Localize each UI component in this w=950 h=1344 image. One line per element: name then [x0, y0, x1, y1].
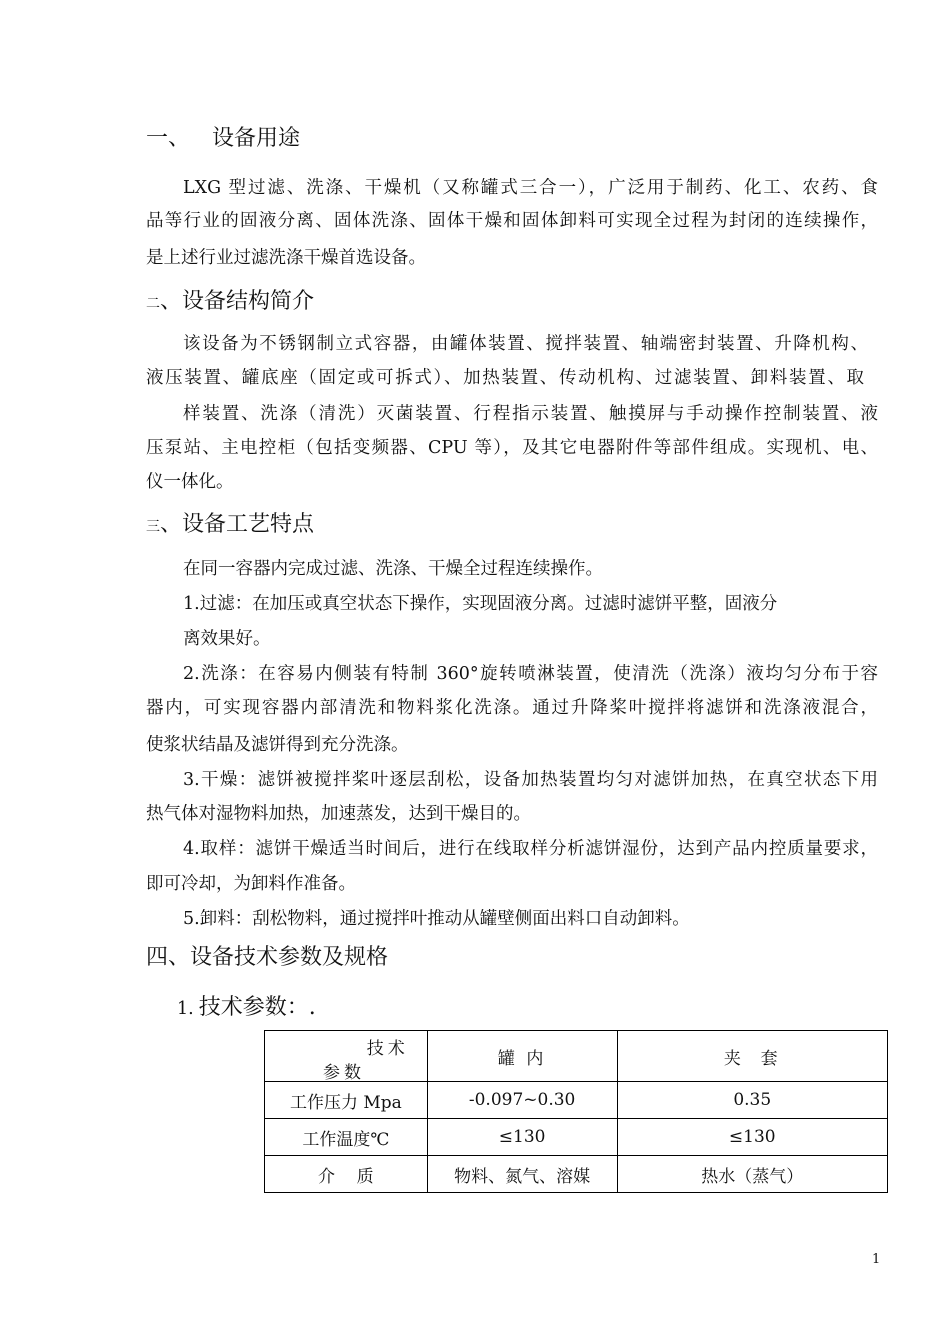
section3-line-4: 2.洗涤：在容易内侧装有特制 360°旋转喷淋装置，使清洗（洗涤）液均匀分布于容 [183, 664, 878, 684]
section1-title: 设备用途 [212, 126, 301, 151]
table-header-tank: 罐 内 [427, 1031, 617, 1082]
section2-title: 、设备结构简介 [160, 289, 315, 314]
section4-sub-title: 技术参数：. [198, 995, 316, 1020]
section4-title: 四、设备技术参数及规格 [146, 945, 389, 970]
table-cell: 工作温度℃ [265, 1119, 428, 1156]
section3-number: 三 [146, 519, 160, 535]
section4-sub-number: 1. [177, 999, 194, 1019]
section2-line-2: 液压装置、罐底座（固定或可拆式）、加热装置、传动机构、过滤装置、卸料装置、取 [146, 368, 864, 388]
section2-line-3: 样装置、洗涤（清洗）灭菌装置、行程指示装置、触摸屏与手动操作控制装置、液 [183, 404, 878, 424]
table-cell: -0.097~0.30 [427, 1082, 617, 1119]
table-header-row [265, 1031, 888, 1082]
section3-heading [146, 507, 314, 538]
section3-line-11: 5.卸料：刮松物料，通过搅拌叶推动从罐壁侧面出料口自动卸料。 [183, 909, 690, 929]
section3-line-6: 使浆状结晶及滤饼得到充分洗涤。 [146, 735, 409, 755]
section4-subheading [177, 990, 316, 1021]
section3-line-1: 在同一容器内完成过滤、洗涤、干燥全过程连续操作。 [183, 559, 603, 579]
section3-line-9: 4.取样：滤饼干燥适当时间后，进行在线取样分析滤饼湿份，达到产品内控质量要求， [183, 839, 878, 859]
section1-number: 一、 [146, 126, 191, 151]
section3-line-5: 器内，可实现容器内部清洗和物料浆化洗涤。通过升降桨叶搅拌将滤饼和洗涤液混合， [146, 698, 878, 718]
spec-table [264, 1030, 888, 1193]
section1-line-1: LXG 型过滤、洗涤、干燥机（又称罐式三合一），广泛用于制药、化工、农药、食 [183, 178, 878, 198]
section3-line-7: 3.干燥：滤饼被搅拌桨叶逐层刮松，设备加热装置均匀对滤饼加热，在真空状态下用 [183, 770, 878, 790]
page-number: 1 [872, 1252, 881, 1267]
section2-line-4: 压泵站、主电控柜（包括变频器、CPU 等），及其它电器附件等部件组成。实现机、电、 [146, 438, 878, 458]
section2-line-5: 仪一体化。 [146, 472, 234, 492]
table-cell: 工作压力 Mpa [265, 1082, 428, 1119]
table-header-top: 技术 [366, 1039, 409, 1059]
table-header-param [265, 1031, 428, 1082]
table-header-bottom: 参数 [323, 1063, 365, 1083]
table-row [265, 1119, 888, 1156]
section2-number: 二 [146, 296, 160, 312]
section1-line-3: 是上述行业过滤洗涤干燥首选设备。 [146, 248, 426, 268]
section3-line-10: 即可冷却，为卸料作准备。 [146, 874, 356, 894]
table-cell: 0.35 [617, 1082, 887, 1119]
section3-line-8: 热气体对湿物料加热，加速蒸发，达到干燥目的。 [146, 804, 531, 824]
section2-heading [146, 284, 314, 315]
section3-title: 、设备工艺特点 [160, 512, 315, 537]
table-header-jacket: 夹 套 [617, 1031, 887, 1082]
table-cell: 物料、氮气、溶媒 [427, 1156, 617, 1193]
table-row [265, 1156, 888, 1193]
section2-line-1: 该设备为不锈钢制立式容器，由罐体装置、搅拌装置、轴端密封装置、升降机构、 [183, 334, 868, 354]
table-row [265, 1082, 888, 1119]
table-cell: ≤130 [427, 1119, 617, 1156]
table-cell: 介 质 [265, 1156, 428, 1193]
section3-line-2: 1.过滤：在加压或真空状态下操作，实现固液分离。过滤时滤饼平整，固液分 [183, 594, 778, 614]
table-cell: 热水（蒸气） [617, 1156, 887, 1193]
section1-line-2: 品等行业的固液分离、固体洗涤、固体干燥和固体卸料可实现全过程为封闭的连续操作， [146, 211, 878, 231]
table-cell: ≤130 [617, 1119, 887, 1156]
section3-line-3: 离效果好。 [183, 629, 271, 649]
